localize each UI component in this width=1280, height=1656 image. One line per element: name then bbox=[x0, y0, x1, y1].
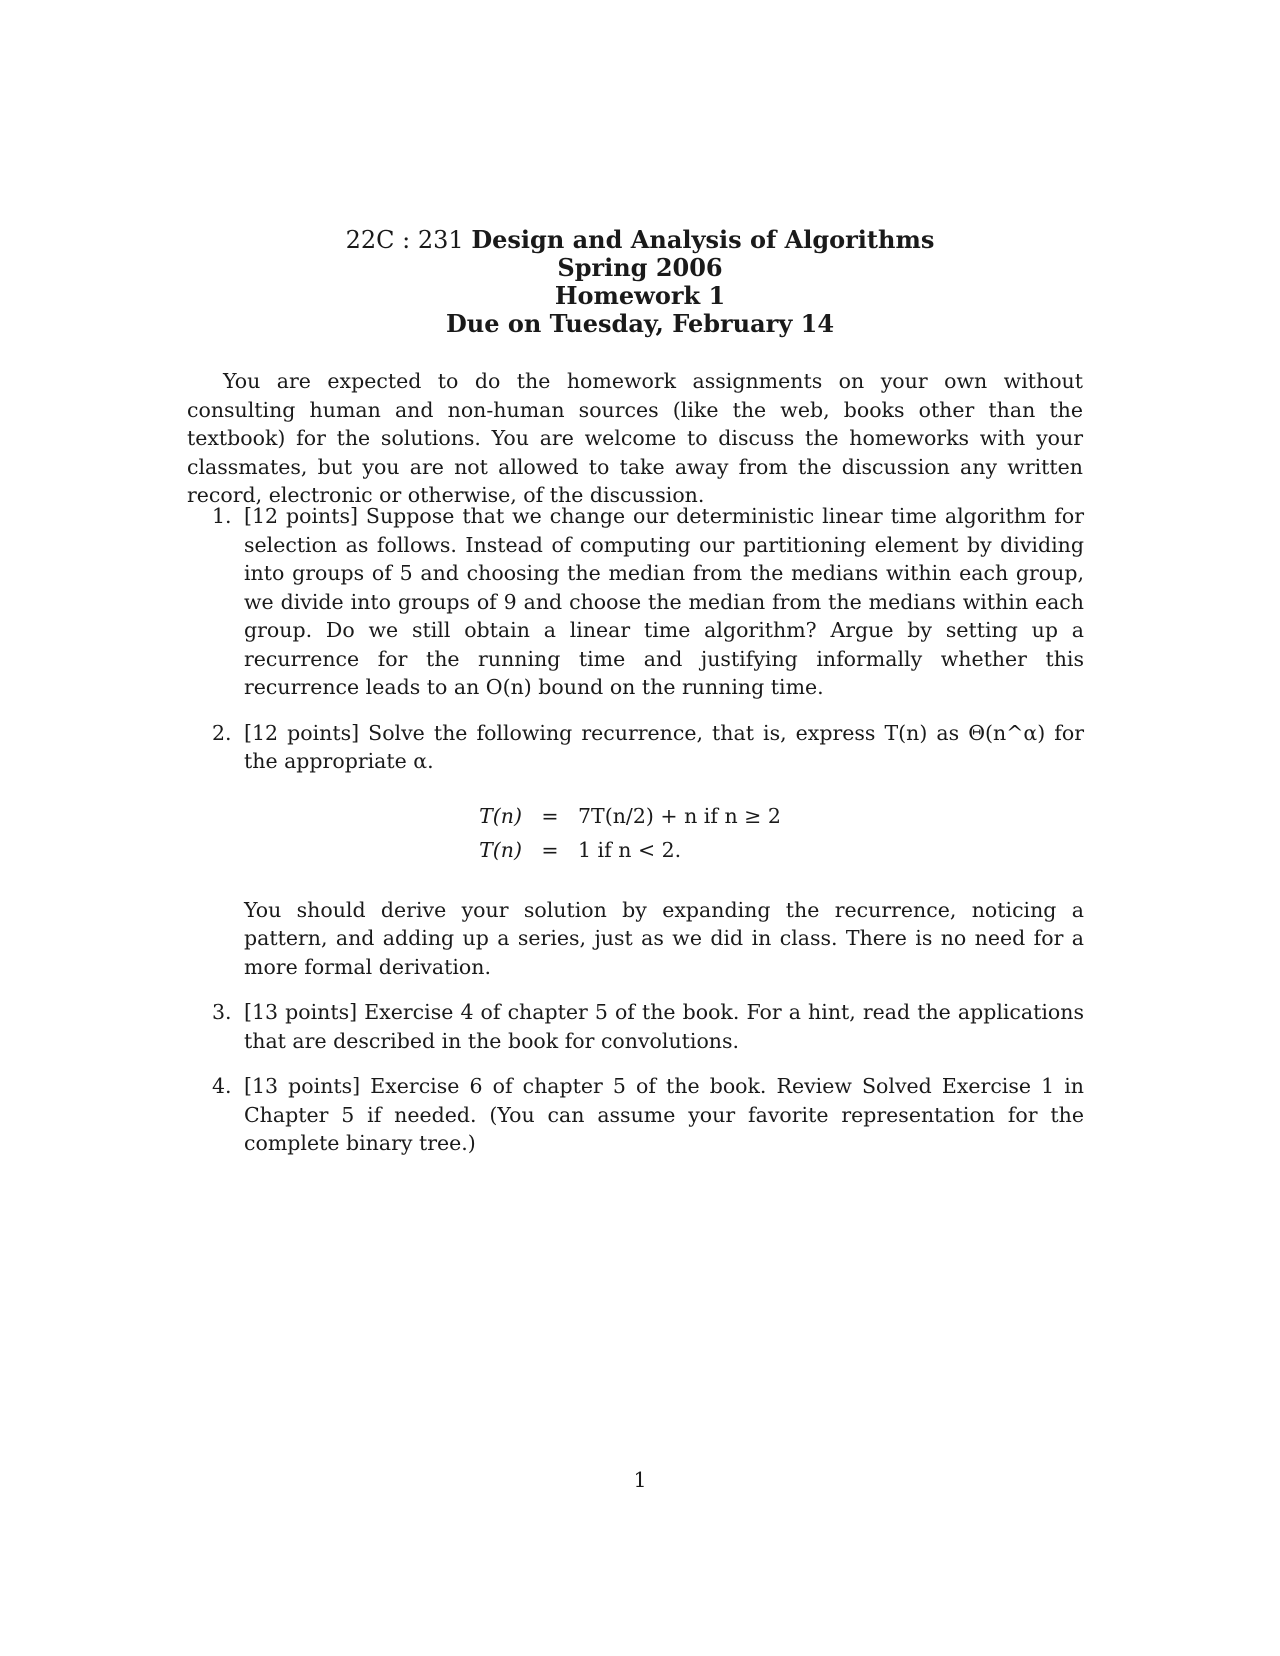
problem-item bbox=[212, 502, 1084, 702]
problem-number: 1. bbox=[212, 504, 232, 528]
document-header bbox=[0, 226, 1280, 338]
equation-row bbox=[244, 802, 1084, 836]
term: Spring 2006 bbox=[557, 253, 723, 282]
equation-operator: = bbox=[541, 837, 559, 862]
course-line bbox=[0, 226, 1280, 254]
problem-item bbox=[212, 719, 1084, 982]
problem-text: [12 points] Suppose that we change our deterministic linear time algorithm for selection as follows. Instead of computing our partitioning element by dividing into groups of 5 and choosing the median from the medians within each group, we divide into groups of 9 and choose the median from the medians within each group. Do we still obtain a linear time algorithm? Argue by setting up a recurrence for the running time and justifying informally whether this recurrence leads to an O(n) bound on the running time. bbox=[244, 504, 1084, 699]
problem-number: 3. bbox=[212, 1000, 232, 1024]
intro-paragraph: You are expected to do the homework assignments on your own without consulting human and non-human sources (like the web, books other than the textbook) for the solutions. You are welcome to discuss the homeworks with your classmates, but you are not allowed to take away from the discussion any written record, electronic or otherwise, of the discussion. bbox=[187, 369, 1083, 507]
equation-row bbox=[244, 836, 1084, 870]
problem-text: [13 points] Exercise 6 of chapter 5 of the book. Review Solved Exercise 1 in Chapter 5 if needed. (You can assume your favorite representation for the complete binary tree.) bbox=[244, 1074, 1084, 1155]
problem-text: [12 points] Solve the following recurrence, that is, express T(n) as Θ(n^α) for the appropriate α. bbox=[244, 720, 1084, 773]
problem-text: [13 points] Exercise 4 of chapter 5 of the book. For a hint, read the applications that are described in the book for convolutions. bbox=[244, 1000, 1084, 1053]
equation-lhs: T(n) bbox=[479, 803, 522, 828]
assignment-title: Homework 1 bbox=[554, 281, 726, 310]
page-number: 1 bbox=[633, 1468, 647, 1492]
equation-rhs: 1 if n < 2. bbox=[578, 837, 682, 862]
recurrence-equations bbox=[244, 802, 1084, 870]
problem-list bbox=[212, 502, 1084, 1175]
problem-number: 2. bbox=[212, 720, 232, 745]
problem-item bbox=[212, 998, 1084, 1055]
equation-lhs: T(n) bbox=[479, 837, 522, 862]
equation-operator: = bbox=[541, 803, 559, 828]
course-title: Design and Analysis of Algorithms bbox=[471, 225, 935, 254]
equation-rhs: 7T(n/2) + n if n ≥ 2 bbox=[578, 803, 781, 828]
course-code: 22C : 231 bbox=[345, 226, 464, 254]
problem-followup-text: You should derive your solution by expanding the recurrence, noticing a pattern, and adding up a series, just as we did in class. There is no need for a more formal derivation. bbox=[244, 897, 1084, 979]
problem-item bbox=[212, 1072, 1084, 1158]
problem-number: 4. bbox=[212, 1074, 232, 1098]
due-date: Due on Tuesday, February 14 bbox=[445, 309, 835, 338]
